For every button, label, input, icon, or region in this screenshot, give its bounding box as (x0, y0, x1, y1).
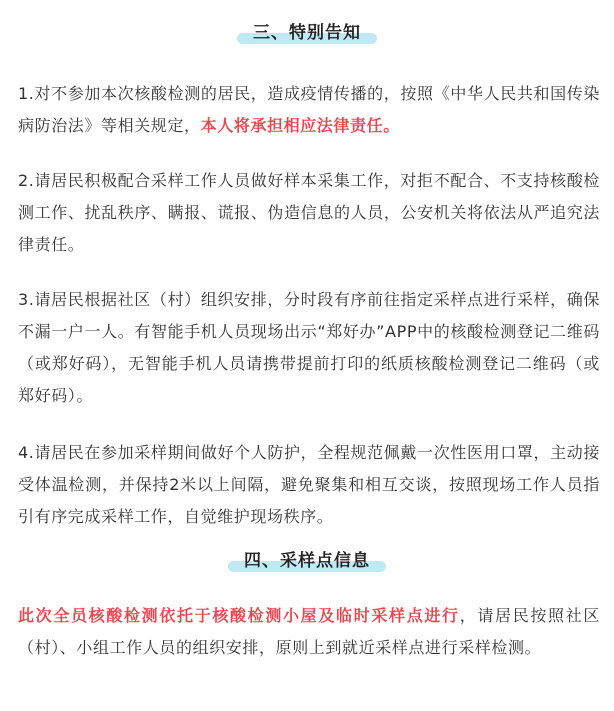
notice-paragraph-2: 2.请居民积极配合采样工作人员做好样本采集工作，对拒不配合、不支持核酸检测工作、扰乱秩序、瞒报、谎报、伪造信息的人员，公安机关将依法从严追究法律责任。 (18, 171, 600, 254)
notice-paragraph-1-text: 1.对不参加本次核酸检测的居民，造成疫情传播的，按照《中华人民共和国传染病防治法》等相关规定， (18, 84, 600, 135)
notice-paragraph-4: 4.请居民在参加采样期间做好个人防护，全程规范佩戴一次性医用口罩，主动接受体温检测，并保持2米以上间隔，避免聚集和相互交谈，按照现场工作人员指引有序完成采样工作，自觉维护现场秩序。 (18, 443, 600, 526)
section-heading-special-notice (0, 21, 614, 45)
sampling-site-text: ，请居民按照社区（村）、小组工作人员的组织安排，原则上到就近采样点进行采样检测。 (18, 606, 600, 657)
heading-wrap (243, 21, 371, 45)
legal-responsibility-highlight: 本人将承担相应法律责任。 (200, 116, 400, 135)
section-heading-sampling-sites (0, 549, 614, 573)
heading-wrap (234, 549, 380, 573)
section-title: 三、特别告知 (253, 23, 361, 43)
section-title: 四、采样点信息 (244, 551, 370, 571)
sampling-site-highlight: 此次全员核酸检测依托于核酸检测小屋及临时采样点进行 (18, 606, 460, 625)
sampling-site-paragraph (18, 600, 600, 664)
notice-paragraph-1 (18, 78, 600, 142)
notice-paragraph-3: 3.请居民根据社区（村）组织安排，分时段有序前往指定采样点进行采样，确保不漏一户一人。有智能手机人员现场出示“郑好办”APP中的核酸检测登记二维码（或郑好码），无智能手机人员请携带提前打印的纸质核酸检测登记二维码（或郑好码）。 (18, 290, 600, 405)
